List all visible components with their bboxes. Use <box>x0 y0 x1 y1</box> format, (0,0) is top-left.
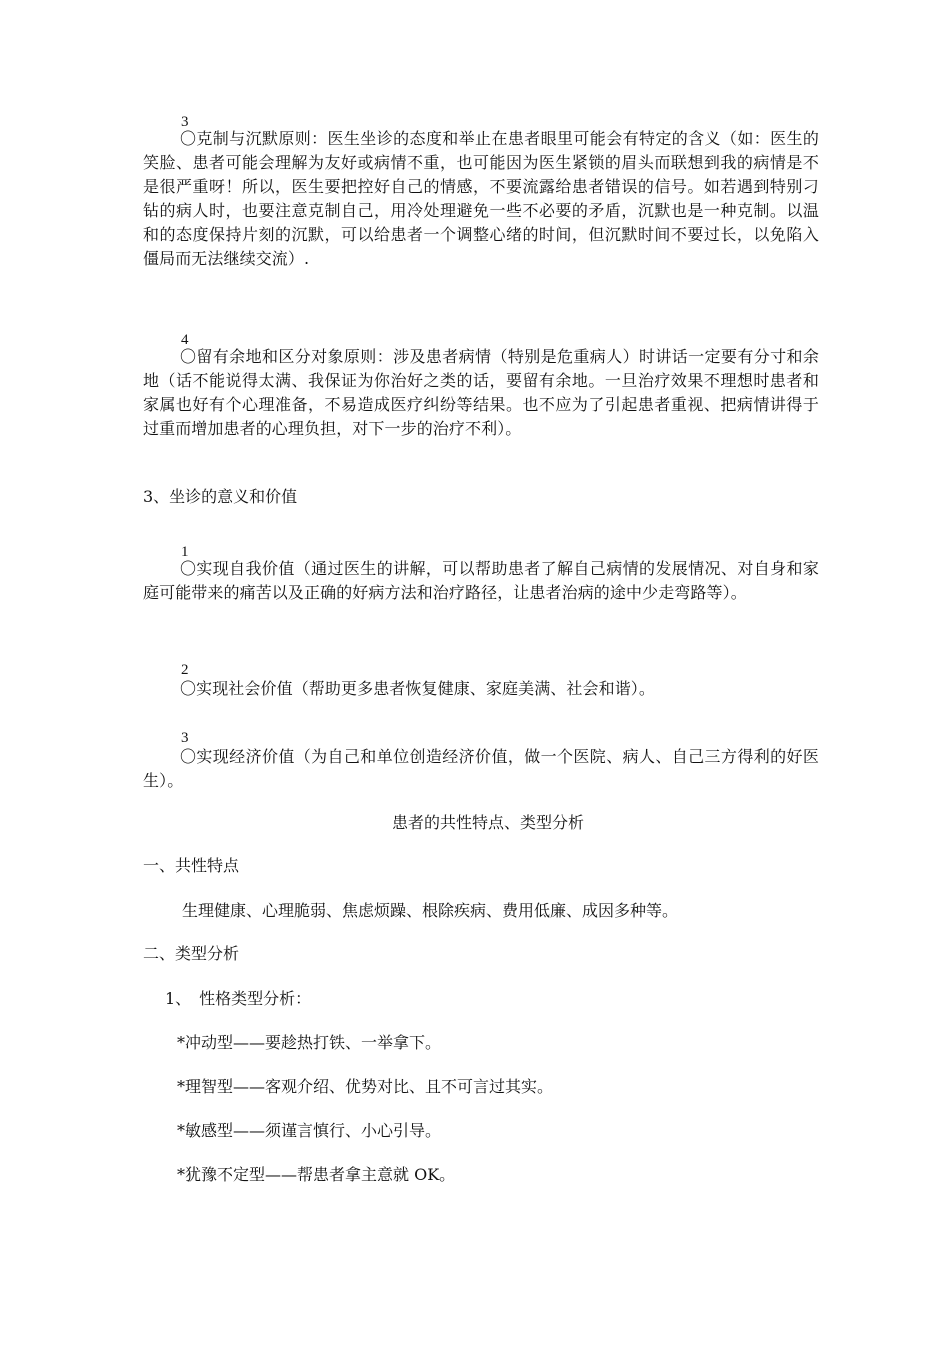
type-item-hesitant: *犹豫不定型——帮患者拿主意就 OK。 <box>177 1165 456 1184</box>
item-number: 3 <box>181 730 189 746</box>
economic-value-paragraph: 〇实现经济价值（为自己和单位创造经济价值，做一个医院、病人、自己三方得利的好医生）。 <box>143 747 819 790</box>
item-number: 1 <box>181 544 189 560</box>
type-analysis-heading: 二、类型分析 <box>143 944 240 963</box>
type-item-sensitive: *敏感型——须谨言慎行、小心引导。 <box>177 1121 442 1140</box>
item-number: 2 <box>181 662 189 678</box>
restraint-principle-paragraph: 〇克制与沉默原则：医生坐诊的态度和举止在患者眼里可能会有特定的含义（如：医生的笑脸、患者可能会理解为友好或病情不重，也可能因为医生紧锁的眉头而联想到我的病情是不是很严重呀！所以，医生要把控好自己的情感，不要流露给患者错误的信号。如若遇到特别刁钻的病人时，也要注意克制自己，用冷处理避免一些不必要的矛盾，沉默也是一种克制。以温和的态度保持片刻的沉默，可以给患者一个调整心绪的时间，但沉默时间不要过长，以免陷入僵局而无法继续交流）. <box>143 129 819 268</box>
personality-type-heading: 1、 性格类型分析： <box>165 989 312 1008</box>
common-traits-heading: 一、共性特点 <box>143 856 240 875</box>
self-value-paragraph: 〇实现自我价值（通过医生的讲解，可以帮助患者了解自己病情的发展情况、对自身和家庭可能带来的痛苦以及正确的好病方法和治疗路径，让患者治病的途中少走弯路等）。 <box>143 559 819 602</box>
type-item-rational: *理智型——客观介绍、优势对比、且不可言过其实。 <box>177 1077 554 1096</box>
leeway-principle-paragraph: 〇留有余地和区分对象原则：涉及患者病情（特别是危重病人）时讲话一定要有分寸和余地（话不能说得太满、我保证为你治好之类的话，要留有余地。一旦治疗效果不理想时患者和家属也好有个心理准备，不易造成医疗纠纷等结果。也不应为了引起患者重视、把病情讲得于过重而增加患者的心理负担，对下一步的治疗不利）。 <box>143 347 819 438</box>
section-title: 患者的共性特点、类型分析 <box>392 813 585 832</box>
type-item-impulsive: *冲动型——要趁热打铁、一举拿下。 <box>177 1033 442 1052</box>
common-traits-text: 生理健康、心理脆弱、焦虑烦躁、根除疾病、费用低廉、成因多种等。 <box>182 901 679 920</box>
social-value-paragraph: 〇实现社会价值（帮助更多患者恢复健康、家庭美满、社会和谐）。 <box>180 679 656 698</box>
meaning-heading: 3、坐诊的意义和价值 <box>143 487 298 506</box>
item-number: 4 <box>181 332 189 348</box>
item-number: 3 <box>181 114 189 130</box>
